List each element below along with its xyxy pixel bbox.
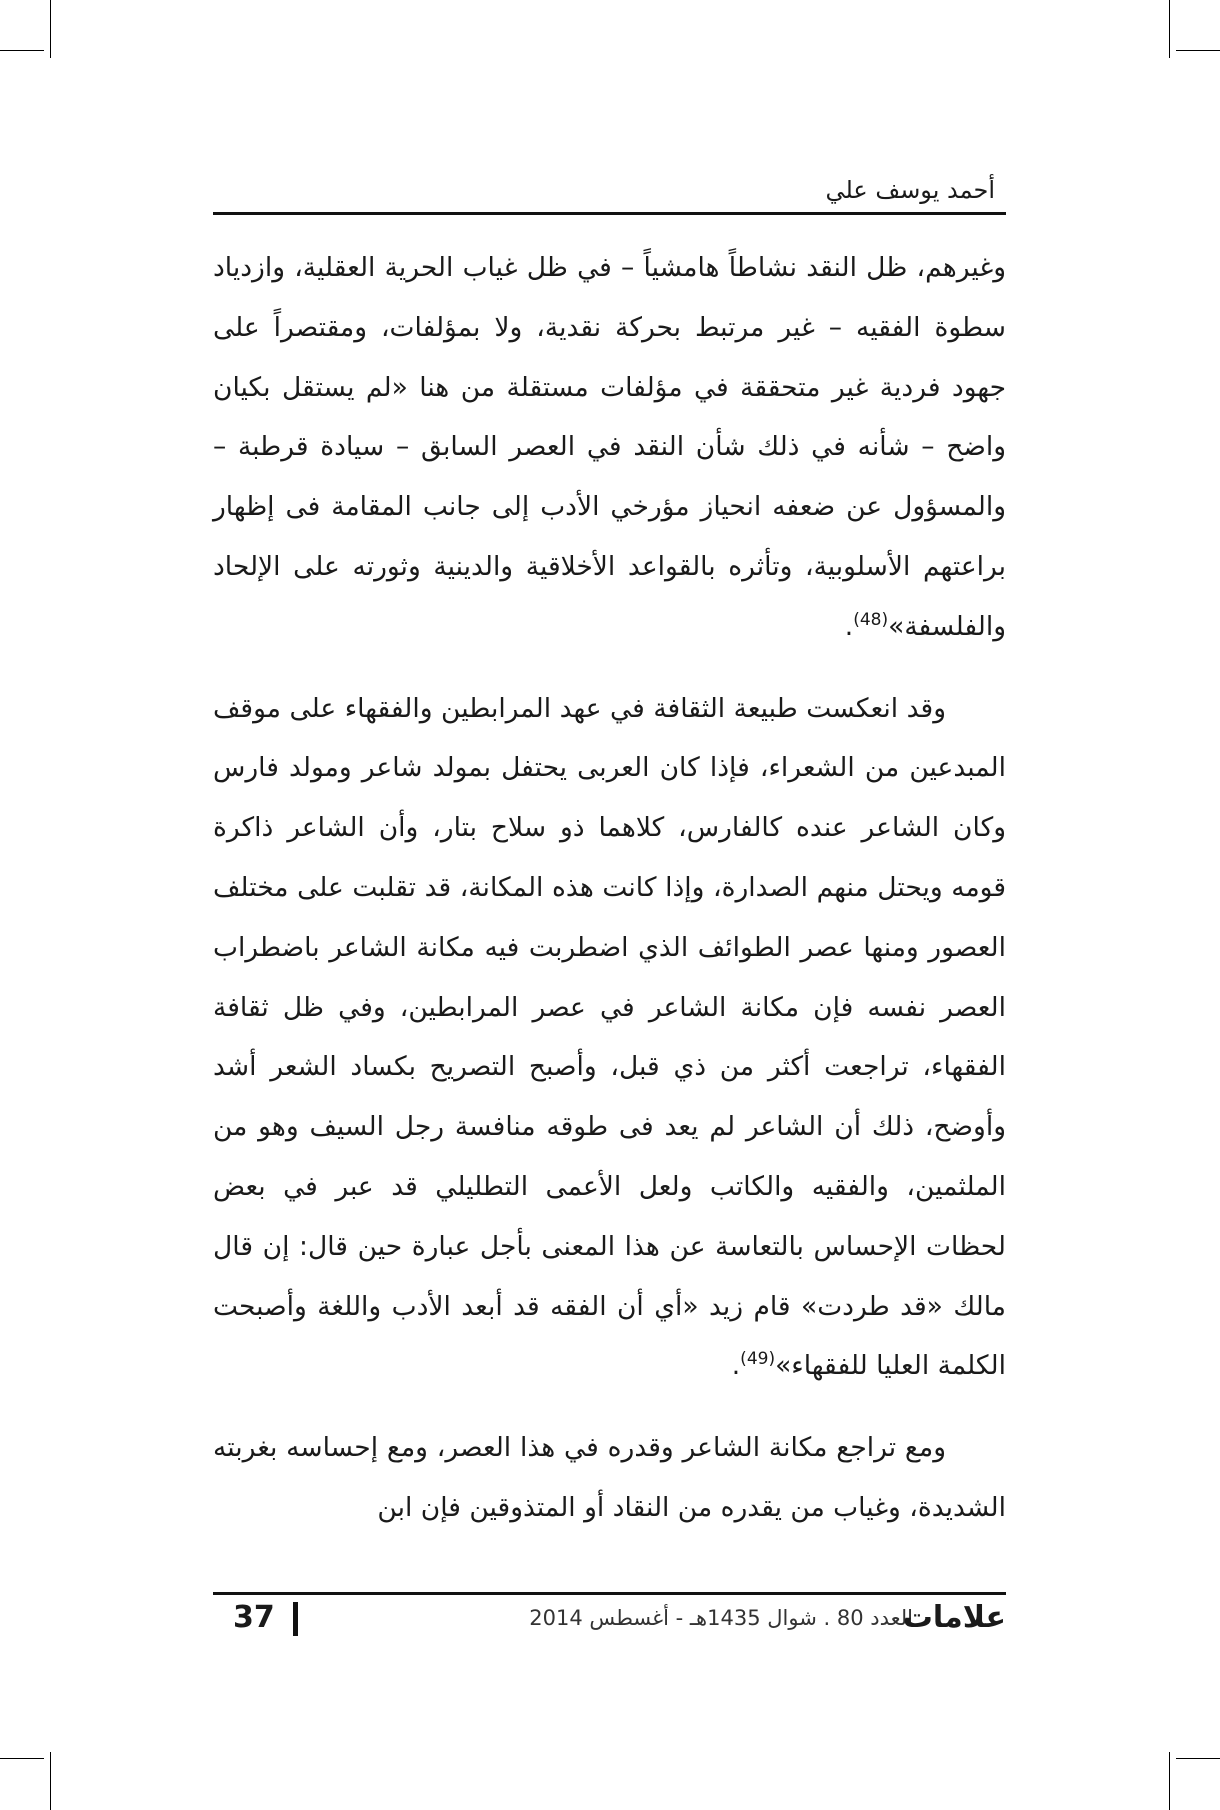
page-number: 37 [233,1600,275,1635]
crop-mark [1169,0,1170,58]
header-rule [213,212,1006,215]
body-text [213,238,1006,1538]
paragraph: وغيرهم، ظل النقد نشاطاً هامشياً – في ظل غياب الحرية العقلية، وازدياد سطوة الفقيه – غير مرتبط بحركة نقدية، ولا بمؤلفات، ومقتصراً على جهود فردية غير متحققة في مؤلفات مستقلة من هنا «لم يستقل بكيان واضح – شأنه في ذلك شأن النقد في العصر السابق – سيادة قرطبة – والمسؤول عن ضعفه انحياز مؤرخي الأدب إلى جانب المقامة فى إظهار براعتهم الأسلوبية، وتأثره بالقواعد الأخلاقية والدينية وثورته على الإلحاد والفلسفة»$^{(48)}$. [213,252,1006,642]
crop-mark [50,1752,51,1810]
crop-mark [1176,50,1220,51]
journal-logo: علامات [902,1600,1006,1635]
issue-info: العدد 80 . شوال 1435هـ - أغسطس 2014 [529,1606,913,1630]
running-header-author: أحمد يوسف علي [825,176,995,204]
paragraph: ومع تراجع مكانة الشاعر وقدره في هذا العصر، ومع إحساسه بغربته الشديدة، وغياب من يقدره من النقاد أو المتذوقين فإن ابن [213,1432,1006,1523]
crop-mark [50,0,51,58]
footer-rule [213,1592,1006,1595]
crop-mark [1176,1758,1220,1759]
footer-separator [293,1602,298,1636]
crop-mark [0,1758,44,1759]
footnote-ref: (48) [853,609,889,630]
crop-mark [0,50,44,51]
paragraph: وقد انعكست طبيعة الثقافة في عهد المرابطين والفقهاء على موقف المبدعين من الشعراء، فإذا كان العربى يحتفل بمولد شاعر ومولد فارس وكان الشاعر عنده كالفارس، كلاهما ذو سلاح بتار، وأن الشاعر ذاكرة قومه ويحتل منهم الصدارة، وإذا كانت هذه المكانة، قد تقلبت على مختلف العصور ومنها عصر الطوائف الذي اضطربت فيه مكانة الشاعر باضطراب العصر نفسه فإن مكانة الشاعر في عصر المرابطين، وفي ظل ثقافة الفقهاء، تراجعت أكثر من ذي قبل، وأصبح التصريح بكساد الشعر أشد وأوضح، ذلك أن الشاعر لم يعد فى طوقه منافسة رجل السيف وهو من الملثمين، والفقيه والكاتب ولعل الأعمى التطليلي قد عبر في بعض لحظات الإحساس بالتعاسة عن هذا المعنى بأجل عبارة حين قال: إن قال مالك «قد طردت» قام زيد «أي أن الفقه قد أبعد الأدب واللغة وأصبحت الكلمة العليا للفقهاء»$^{(49)}$. [213,692,1006,1382]
footnote-ref: (49) [740,1349,776,1370]
page-footer [213,1600,1006,1644]
crop-mark [1169,1752,1170,1810]
